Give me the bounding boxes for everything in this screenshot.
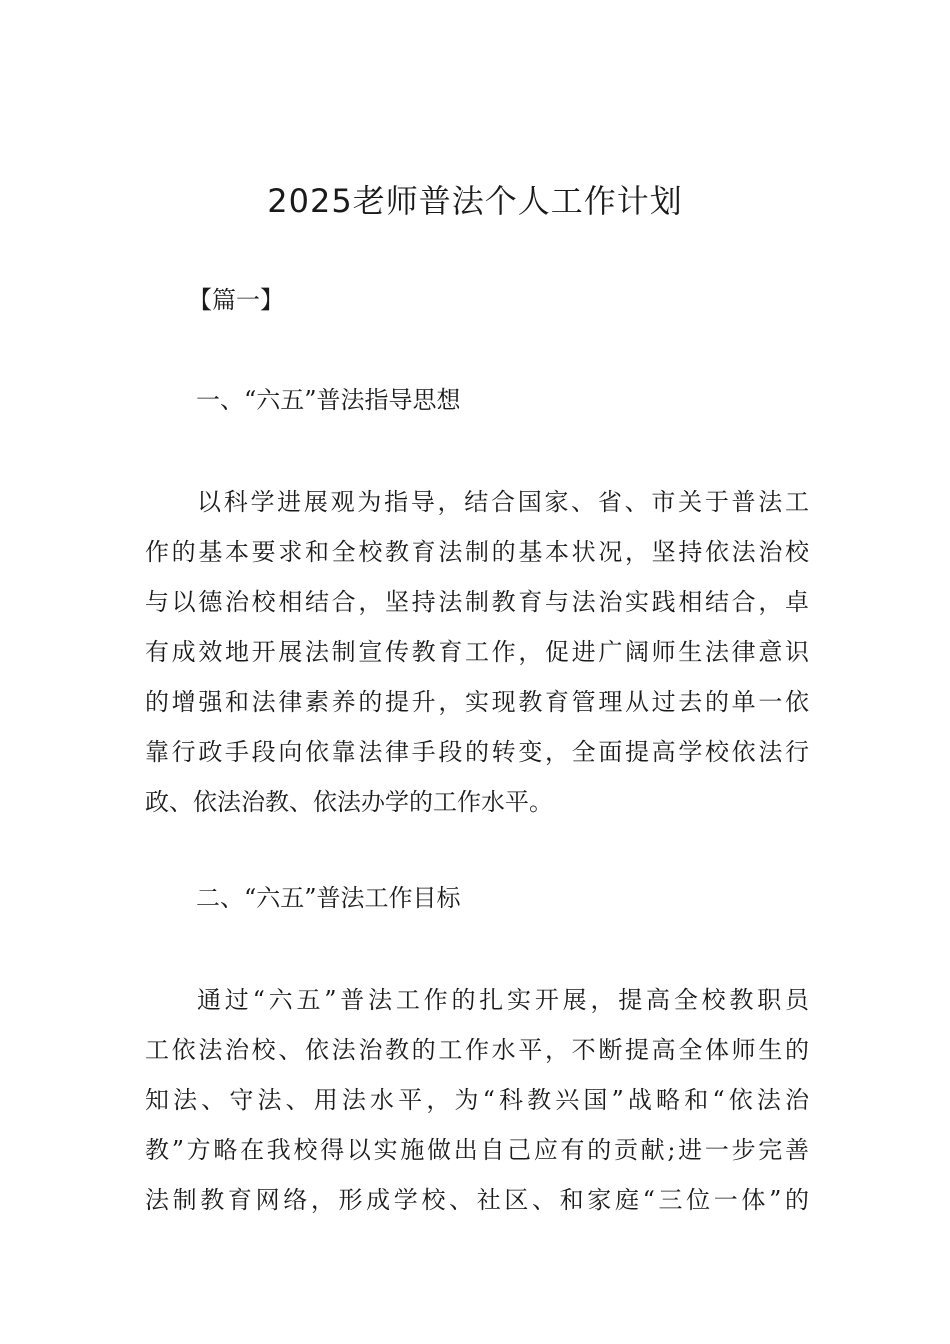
paragraph-line: 政、依法治教、依法办学的工作水平。 — [145, 788, 553, 816]
paragraph-line: 与以德治校相结合，坚持法制教育与法治实践相结合，卓 — [145, 588, 809, 616]
paragraph-line: 有成效地开展法制宣传教育工作，促进广阔师生法律意识 — [145, 638, 809, 666]
paragraph-line: 知法、守法、用法水平，为“科教兴国”战略和“依法治 — [145, 1086, 809, 1114]
section-tag: 【篇一】 — [188, 286, 284, 314]
paragraph-line: 以科学进展观为指导，结合国家、省、市关于普法工 — [197, 488, 809, 516]
paragraph-work-goals — [145, 975, 809, 1225]
paragraph-guiding-ideology — [145, 477, 809, 827]
paragraph-line: 靠行政手段向依靠法律手段的转变，全面提高学校依法行 — [145, 738, 809, 766]
paragraph-line: 通过“六五”普法工作的扎实开展，提高全校教职员 — [197, 986, 809, 1014]
paragraph-line: 法制教育网络，形成学校、社区、和家庭“三位一体”的 — [145, 1186, 809, 1214]
paragraph-line: 教”方略在我校得以实施做出自己应有的贡献;进一步完善 — [145, 1136, 809, 1164]
document-title: 2025老师普法个人工作计划 — [267, 182, 683, 220]
section-heading-guiding-ideology: 一、“六五”普法指导思想 — [196, 386, 461, 414]
section-heading-work-goals: 二、“六五”普法工作目标 — [196, 884, 461, 912]
paragraph-line: 的增强和法律素养的提升，实现教育管理从过去的单一依 — [145, 688, 809, 716]
paragraph-line: 作的基本要求和全校教育法制的基本状况，坚持依法治校 — [145, 538, 809, 566]
paragraph-line: 工依法治校、依法治教的工作水平，不断提高全体师生的 — [145, 1036, 809, 1064]
